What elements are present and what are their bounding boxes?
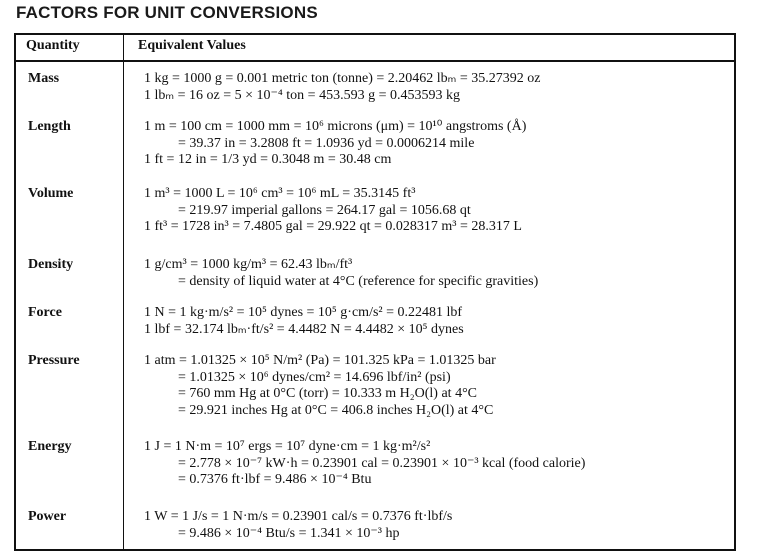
quantity-label: Force xyxy=(28,305,62,320)
value-line: 1 g/cm³ = 1000 kg/m³ = 62.43 lbₘ/ft³ xyxy=(144,257,353,272)
value-line: = density of liquid water at 4°C (reference for specific gravities) xyxy=(178,273,539,289)
equivalent-values xyxy=(144,509,452,542)
value-line: = 760 mm Hg at 0°C (torr) = 10.333 m H₂O(l) at 4°C xyxy=(178,386,478,402)
equivalent-values xyxy=(144,305,464,338)
value-line: = 29.921 inches Hg at 0°C = 406.8 inches H₂O(l) at 4°C xyxy=(178,402,494,418)
value-line: 1 N = 1 kg·m/s² = 10⁵ dynes = 10⁵ g·cm/s² = 0.22481 lbf xyxy=(144,305,463,320)
quantity-label: Mass xyxy=(28,71,60,86)
equivalent-values xyxy=(144,71,540,104)
value-line: 1 lbf = 32.174 lbₘ·ft/s² = 4.4482 N = 4.4482 × 10⁵ dynes xyxy=(144,321,464,337)
value-line: = 219.97 imperial gallons = 264.17 gal = 1056.68 qt xyxy=(178,202,471,218)
column-header-quantity: Quantity xyxy=(26,38,80,53)
quantity-label: Pressure xyxy=(28,353,80,368)
quantity-label: Power xyxy=(28,509,67,524)
equivalent-values xyxy=(144,186,522,236)
value-line: 1 ft = 12 in = 1/3 yd = 0.3048 m = 30.48 cm xyxy=(144,152,392,168)
value-line: 1 m = 100 cm = 1000 mm = 10⁶ microns (μm) = 10¹⁰ angstroms (Å) xyxy=(144,119,527,134)
value-line: 1 J = 1 N·m = 10⁷ ergs = 10⁷ dyne·cm = 1 kg·m²/s² xyxy=(144,439,431,454)
value-line: = 0.7376 ft·lbf = 9.486 × 10⁻⁴ Btu xyxy=(178,472,372,488)
value-line: = 1.01325 × 10⁶ dynes/cm² = 14.696 lbf/in² (psi) xyxy=(178,369,451,385)
equivalent-values xyxy=(144,257,538,290)
quantity-label: Volume xyxy=(28,186,74,201)
page-title: FACTORS FOR UNIT CONVERSIONS xyxy=(16,3,318,22)
value-line: = 39.37 in = 3.2808 ft = 1.0936 yd = 0.0006214 mile xyxy=(178,135,475,151)
quantity-label: Energy xyxy=(28,439,72,454)
value-line: 1 ft³ = 1728 in³ = 7.4805 gal = 29.922 qt = 0.028317 m³ = 28.317 L xyxy=(144,219,522,235)
equivalent-values xyxy=(144,119,526,169)
column-header-equivalent-values: Equivalent Values xyxy=(138,38,246,53)
value-line: 1 atm = 1.01325 × 10⁵ N/m² (Pa) = 101.325 kPa = 1.01325 bar xyxy=(144,353,496,368)
column-divider xyxy=(123,35,124,549)
value-line: = 2.778 × 10⁻⁷ kW·h = 0.23901 cal = 0.23901 × 10⁻³ kcal (food calorie) xyxy=(178,455,586,471)
value-line: = 9.486 × 10⁻⁴ Btu/s = 1.341 × 10⁻³ hp xyxy=(178,525,400,541)
equivalent-values xyxy=(144,439,585,489)
quantity-label: Length xyxy=(28,119,71,134)
quantity-label: Density xyxy=(28,257,74,272)
value-line: 1 m³ = 1000 L = 10⁶ cm³ = 10⁶ mL = 35.3145 ft³ xyxy=(144,186,416,201)
conversion-table xyxy=(14,33,736,551)
value-line: 1 kg = 1000 g = 0.001 metric ton (tonne) = 2.20462 lbₘ = 35.27392 oz xyxy=(144,71,541,86)
value-line: 1 lbₘ = 16 oz = 5 × 10⁻⁴ ton = 453.593 g = 0.453593 kg xyxy=(144,87,460,103)
value-line: 1 W = 1 J/s = 1 N·m/s = 0.23901 cal/s = 0.7376 ft·lbf/s xyxy=(144,509,453,524)
equivalent-values xyxy=(144,353,496,419)
